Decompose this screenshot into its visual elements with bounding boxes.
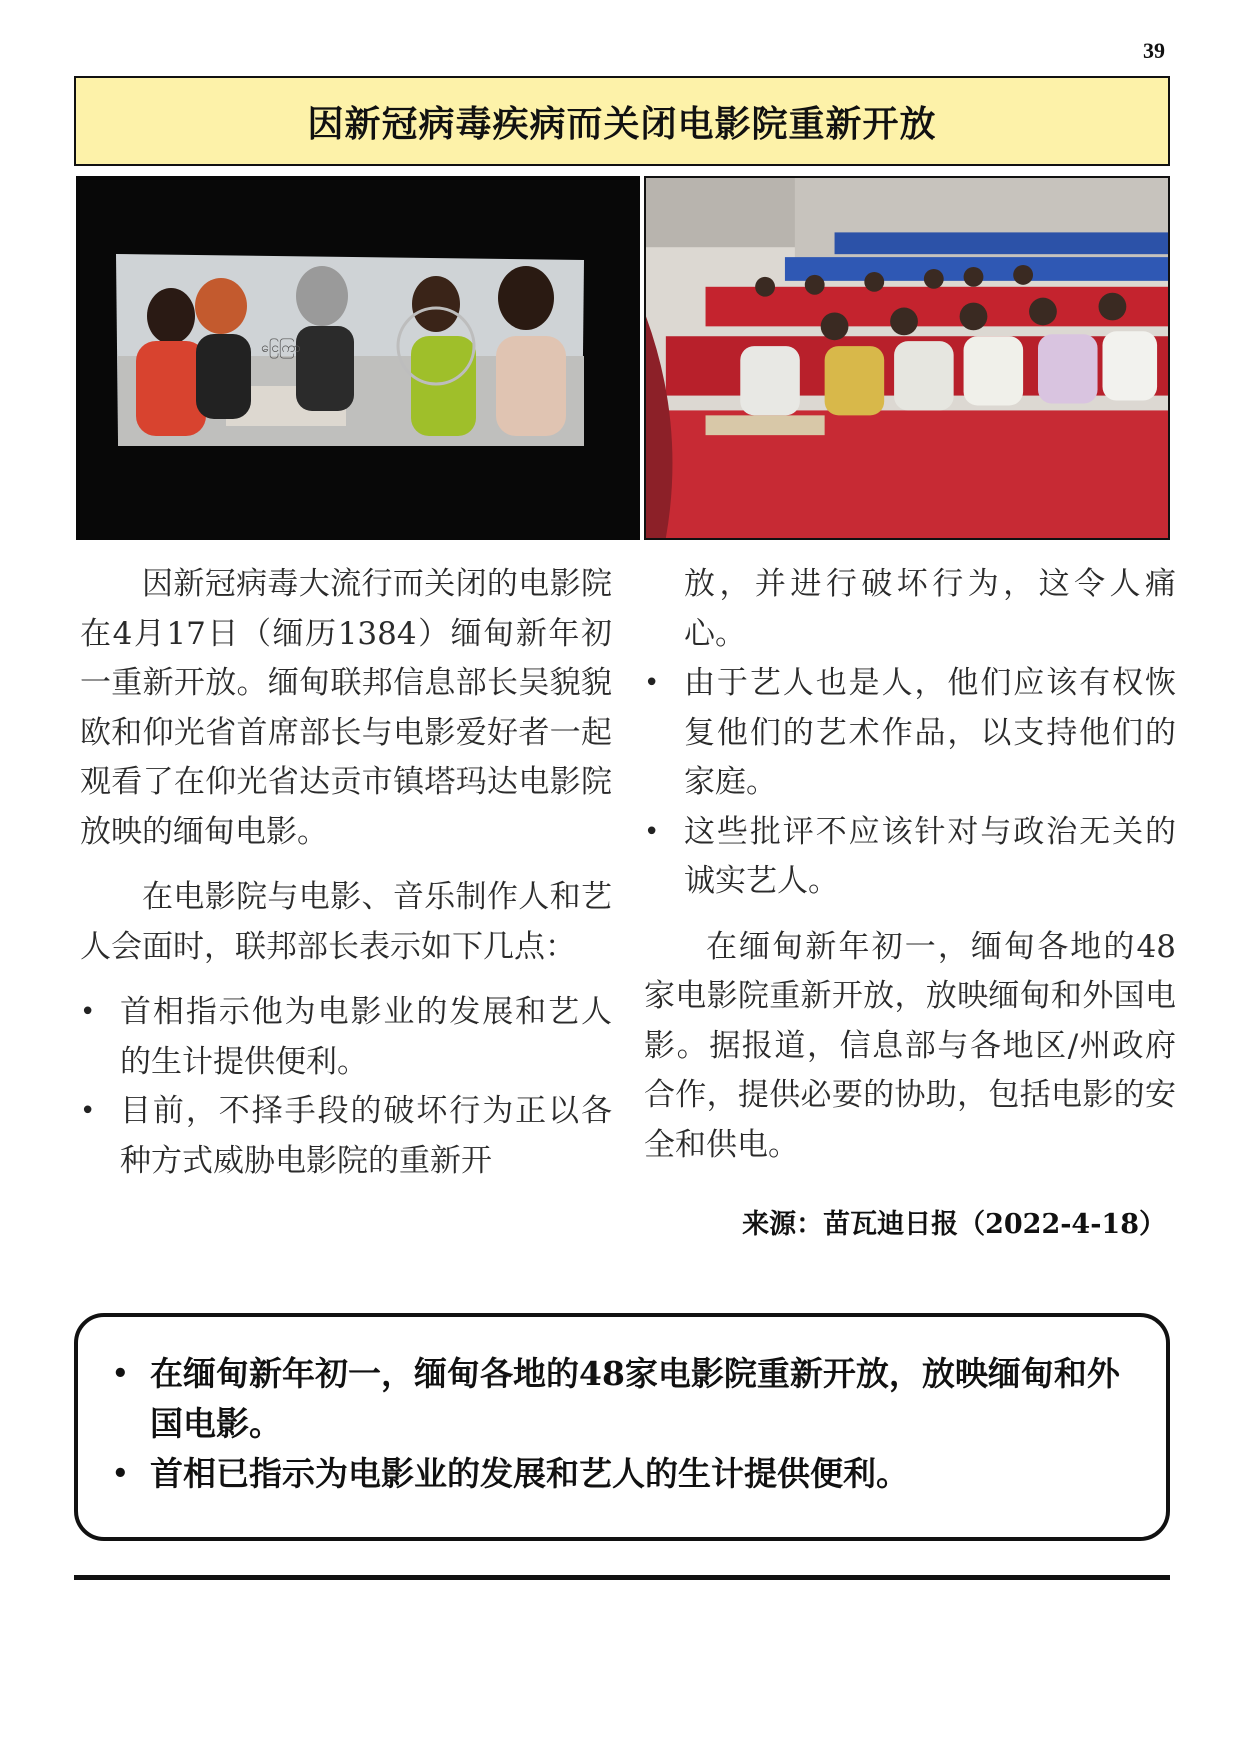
cinema-screen-illustration <box>76 176 640 540</box>
screen-logo: ငြေကြာ <box>261 340 301 356</box>
audience-illustration <box>646 178 1168 538</box>
list-item: • 由于艺人也是人，他们应该有权恢复他们的艺术作品，以支持他们的家庭。 <box>644 659 1176 808</box>
title-banner <box>74 76 1170 166</box>
cinema-screen-photo <box>76 176 640 540</box>
list-item: • 首相指示他为电影业的发展和艺人的生计提供便利。 <box>80 988 612 1087</box>
list-item: • 这些批评不应该针对与政治无关的诚实艺人。 <box>644 808 1176 907</box>
audience-photo <box>644 176 1170 540</box>
minister-points-list <box>80 988 612 1186</box>
paragraph-1: 因新冠病毒大流行而关闭的电影院在4月17日（缅历1384）缅甸新年初一重新开放。缅甸联邦信息部长吴貌貌欧和仰光省首席部长与电影爱好者一起观看了在仰光省达贡市镇塔玛达电影院放映的缅甸电影。 <box>80 566 612 850</box>
minister-points-list-continued <box>644 560 1176 907</box>
page-number: 39 <box>1143 38 1165 63</box>
list-item-continued: 放，并进行破坏行为，这令人痛心。 <box>684 566 1176 652</box>
summary-item: • 在缅甸新年初一，缅甸各地的48家电影院重新开放，放映缅甸和外国电影。 <box>112 1349 1144 1449</box>
source-citation: 来源：苗瓦迪日报（2022-4-18） <box>742 1209 1166 1240</box>
paragraph-2: 在电影院与电影、音乐制作人和艺人会面时，联邦部长表示如下几点： <box>80 879 612 965</box>
summary-item: • 首相已指示为电影业的发展和艺人的生计提供便利。 <box>112 1449 1144 1499</box>
summary-list <box>112 1349 1144 1499</box>
summary-box <box>74 1313 1170 1541</box>
paragraph-3: 在缅甸新年初一，缅甸各地的48家电影院重新开放，放映缅甸和外国电影。据报道，信息部与各地区/州政府合作，提供必要的协助，包括电影的安全和供电。 <box>644 928 1176 1163</box>
bottom-divider <box>74 1575 1170 1580</box>
list-item: • 目前，不择手段的破坏行为正以各种方式威胁电影院的重新开 <box>80 1087 612 1186</box>
left-column <box>80 560 612 1202</box>
article-title: 因新冠病毒疾病而关闭电影院重新开放 <box>307 102 937 145</box>
right-column <box>644 560 1176 1186</box>
